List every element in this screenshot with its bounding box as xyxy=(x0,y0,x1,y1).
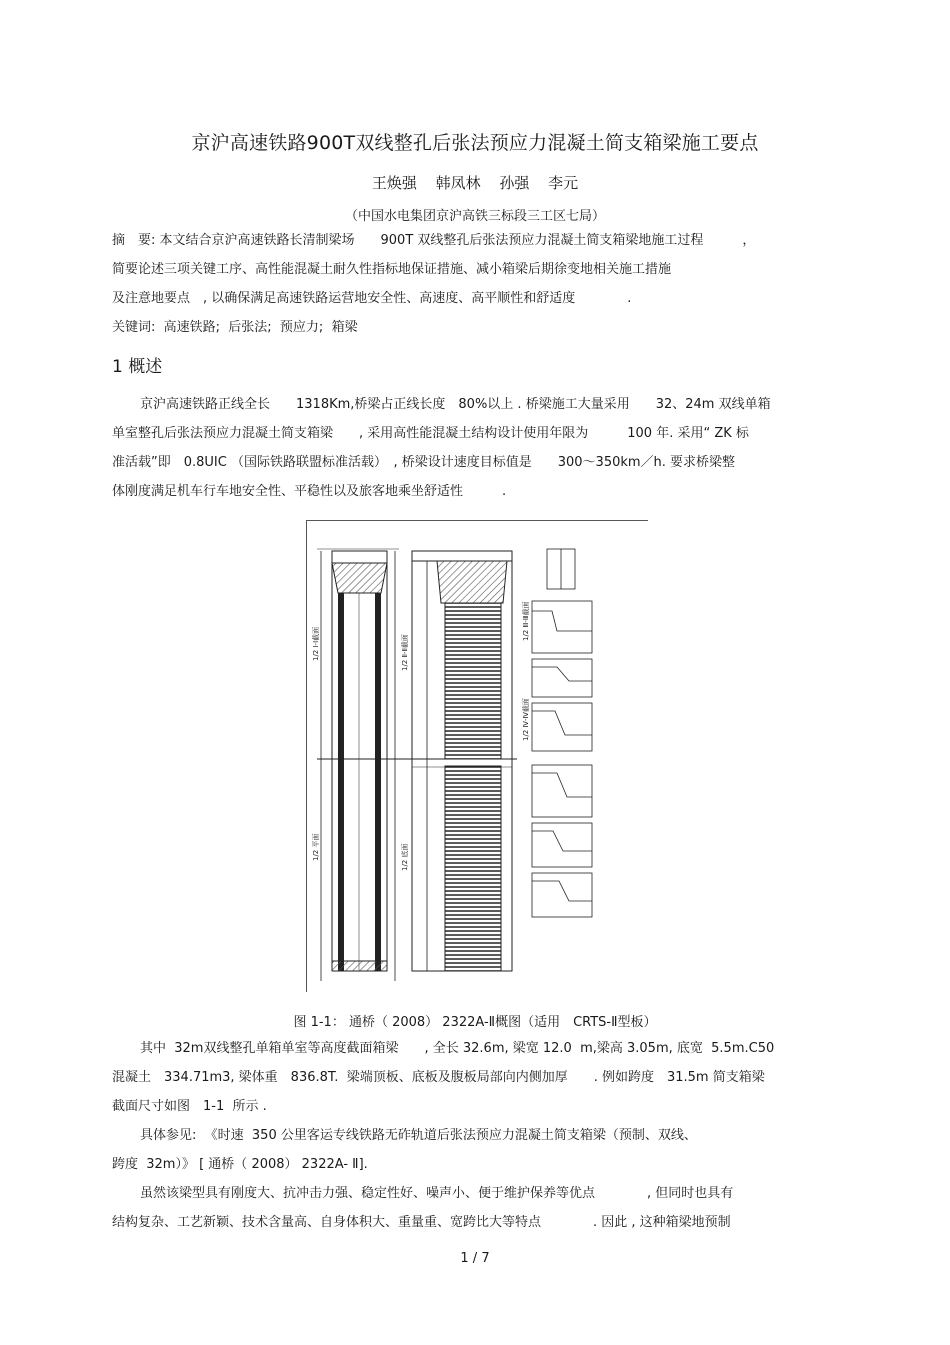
paragraph-line: 其中 32m双线整孔单箱单室等高度截面箱梁 , 全长 32.6m, 梁宽 12.0 m,梁高 3.05m, 底宽 5.5m.C50 xyxy=(140,1041,775,1056)
bridge-drawing-figure xyxy=(306,520,648,992)
section-heading: 1 概述 xyxy=(112,357,163,377)
paragraph-line: 京沪高速铁路正线全长 1318Km,桥梁占正线长度 80%以上 . 桥梁施工大量采用 32、24m 双线单箱 xyxy=(140,397,771,412)
paragraph-line: 截面尺寸如图 1-1 所示 . xyxy=(112,1099,267,1114)
document-title: 京沪高速铁路900T双线整孔后张法预应力混凝土简支箱梁施工要点 xyxy=(191,132,759,154)
figure-label: 1/2 Ⅰ-Ⅰ截面 xyxy=(312,626,320,661)
abstract-line: 简要论述三项关键工序、高性能混凝土耐久性指标地保证措施、减小箱梁后期徐变地相关施工措施 xyxy=(112,262,672,277)
paragraph-line: 准活载”即 0.8UIC （国际铁路联盟标准活载） , 桥梁设计速度目标值是 300～350km／h. 要求桥梁整 xyxy=(112,455,736,470)
paragraph-line: 混凝土 334.71m3, 梁体重 836.8T. 梁端顶板、底板及腹板局部向内侧加厚 . 例如跨度 31.5m 简支箱梁 xyxy=(112,1070,765,1085)
girder-drawing xyxy=(307,521,649,993)
paragraph-line: 虽然该梁型具有刚度大、抗冲击力强、稳定性好、噪声小、便于维护保养等优点 , 但同时也具有 xyxy=(140,1186,734,1201)
abstract-line: 摘 要: 本文结合京沪高速铁路长清制梁场 900T 双线整孔后张法预应力混凝土简支箱梁地施工过程 ， xyxy=(112,233,756,248)
abstract-line: 及注意地要点 , 以确保满足高速铁路运营地安全性、高速度、高平顺性和舒适度 . xyxy=(112,291,632,306)
authors: 王焕强 韩凤林 孙强 李元 xyxy=(371,174,579,192)
figure-label: 1/2 Ⅳ-Ⅳ截面 xyxy=(522,698,530,741)
paragraph-line: 体刚度满足机车行车地安全性、平稳性以及旅客地乘坐舒适性 . xyxy=(112,484,507,499)
affiliation: （中国水电集团京沪高铁三标段三工区七局） xyxy=(344,209,605,224)
paragraph-line: 具体参见: 《时速 350 公里客运专线铁路无砟轨道后张法预应力混凝土简支箱梁（预制、双线、 xyxy=(140,1128,697,1143)
figure-label: 1/2 Ⅲ-Ⅲ截面 xyxy=(522,601,530,641)
paragraph-line: 单室整孔后张法预应力混凝土简支箱梁 , 采用高性能混凝土结构设计使用年限为 100 年. 采用“ ZK 标 xyxy=(112,426,749,441)
page-number: 1 / 7 xyxy=(460,1251,490,1266)
figure-label: 1/2 平面 xyxy=(312,833,320,861)
paragraph-line: 结构复杂、工艺新颖、技术含量高、自身体积大、重量重、宽跨比大等特点 . 因此 , 这种箱梁地预制 xyxy=(112,1215,731,1230)
paragraph-line: 跨度 32m）》 [ 通桥（ 2008） 2322A- Ⅱ]. xyxy=(112,1157,368,1172)
figure-caption: 图 1-1： 通桥（ 2008） 2322A-Ⅱ概图（适用 CRTS-Ⅱ型板） xyxy=(293,1015,657,1030)
figure-label: 1/2 Ⅱ-Ⅱ截面 xyxy=(401,634,409,671)
keywords: 关键词: 高速铁路; 后张法; 预应力; 箱梁 xyxy=(112,320,358,335)
figure-label: 1/2 底面 xyxy=(401,843,409,871)
